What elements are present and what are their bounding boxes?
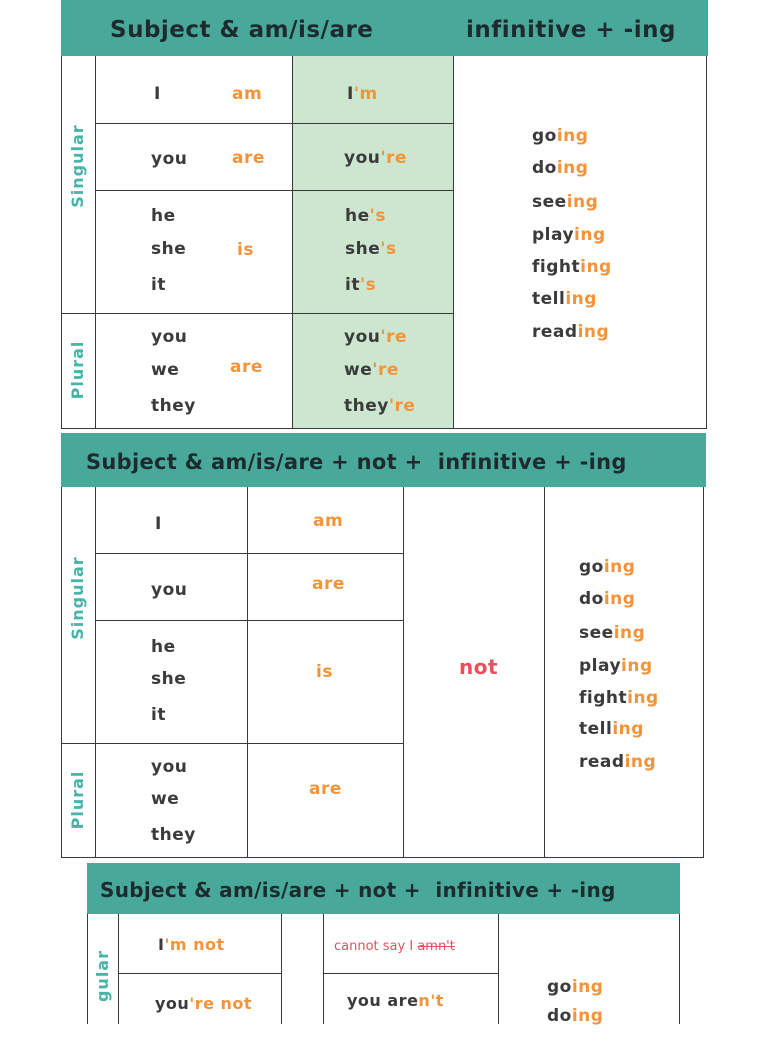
subject: he: [151, 637, 176, 657]
contraction: she's: [345, 239, 397, 259]
subject: we: [151, 789, 180, 809]
ing-word: reading: [579, 752, 657, 772]
subject: it: [151, 275, 166, 295]
not-word: not: [459, 655, 499, 679]
subject: they: [151, 396, 196, 416]
ing-word: doing: [547, 1006, 604, 1026]
ing-word: telling: [579, 719, 644, 739]
table-1-header-right: infinitive + -ing: [466, 17, 676, 43]
contraction: we're: [344, 360, 399, 380]
contraction: you're: [344, 327, 407, 347]
ing-word: seeing: [532, 192, 599, 212]
verb: am: [232, 84, 263, 104]
ing-word: going: [547, 977, 604, 997]
ing-word: playing: [532, 225, 606, 245]
incorrect-note: cannot say I amn't: [334, 939, 455, 954]
verb: am: [313, 511, 344, 531]
subject: you: [151, 149, 188, 169]
ing-word: going: [579, 557, 636, 577]
table-1-plural-label: Plural: [68, 340, 87, 400]
verb: are: [232, 148, 265, 168]
table-1-singular-label: Singular: [68, 124, 87, 208]
subject: you: [151, 757, 188, 777]
ing-word: seeing: [579, 623, 646, 643]
subject: she: [151, 239, 187, 259]
contraction: you're not: [155, 994, 253, 1013]
table-2-plural-label: Plural: [68, 770, 87, 830]
subject: she: [151, 669, 187, 689]
subject: we: [151, 360, 180, 380]
ing-word: fighting: [532, 257, 612, 277]
table-2-header-text: Subject & am/is/are + not + infinitive + -ing: [86, 450, 627, 474]
subject: I: [154, 84, 161, 104]
contraction: he's: [345, 206, 386, 226]
verb: are: [312, 574, 345, 594]
ing-word: reading: [532, 322, 610, 342]
contraction: I'm: [347, 84, 378, 104]
table-1-header-left: Subject & am/is/are: [110, 17, 374, 43]
subject: it: [151, 705, 166, 725]
ing-word: doing: [532, 158, 589, 178]
ing-word: telling: [532, 289, 597, 309]
table-2-singular-label: Singular: [68, 556, 87, 640]
ing-word: fighting: [579, 688, 659, 708]
ing-word: playing: [579, 656, 653, 676]
table-3-singular-label: gular: [93, 950, 112, 1003]
contraction: they're: [344, 396, 416, 416]
verb: are: [309, 779, 342, 799]
subject: you: [151, 327, 188, 347]
verb: are: [230, 357, 263, 377]
ing-word: doing: [579, 589, 636, 609]
ing-word: going: [532, 126, 589, 146]
subject: I: [155, 514, 162, 534]
table-3-header-text: Subject & am/is/are + not + infinitive + -ing: [100, 878, 616, 902]
contraction: I'm not: [158, 935, 225, 954]
alternate-form: you aren't: [347, 991, 444, 1010]
contraction: you're: [344, 148, 407, 168]
subject: you: [151, 580, 188, 600]
subject: they: [151, 825, 196, 845]
contraction: it's: [345, 275, 377, 295]
verb: is: [237, 240, 254, 260]
subject: he: [151, 206, 176, 226]
verb: is: [316, 662, 333, 682]
